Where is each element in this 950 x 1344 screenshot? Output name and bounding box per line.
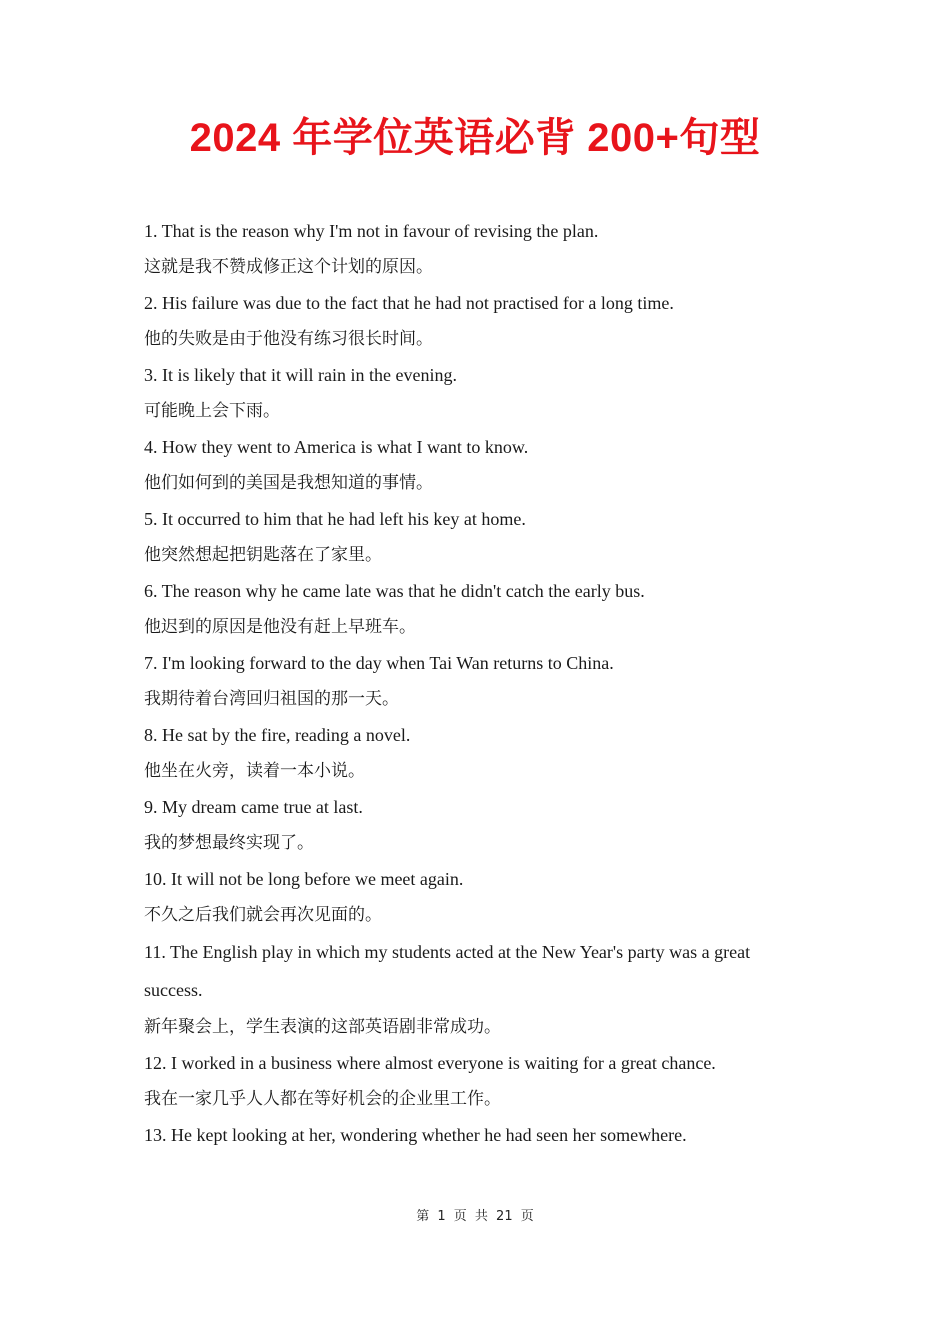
sentence-list (144, 213, 804, 1153)
sentence-en: 3. It is likely that it will rain in the evening. (144, 365, 457, 385)
sentence-zh: 他坐在火旁，读着一本小说。 (144, 761, 365, 781)
page-title: 2024 年学位英语必背 200+句型 (189, 116, 761, 160)
sentence-en: 7. I'm looking forward to the day when Tai Wan returns to China. (144, 653, 614, 673)
sentence-zh: 我的梦想最终实现了。 (144, 833, 314, 853)
sentence-zh: 他的失败是由于他没有练习很长时间。 (144, 329, 433, 349)
sentence-en: 13. He kept looking at her, wondering whether he had seen her somewhere. (144, 1125, 687, 1145)
sentence-zh: 他突然想起把钥匙落在了家里。 (144, 545, 382, 565)
sentence-en: 1. That is the reason why I'm not in favour of revising the plan. (144, 221, 599, 241)
sentence-en: 12. I worked in a business where almost everyone is waiting for a great chance. (144, 1053, 716, 1073)
sentence-zh: 他迟到的原因是他没有赶上早班车。 (144, 617, 416, 637)
sentence-zh: 他们如何到的美国是我想知道的事情。 (144, 473, 433, 493)
sentence-zh: 这就是我不赞成修正这个计划的原因。 (144, 257, 433, 277)
sentence-zh: 我在一家几乎人人都在等好机会的企业里工作。 (144, 1089, 501, 1109)
sentence-zh: 新年聚会上，学生表演的这部英语剧非常成功。 (144, 1017, 501, 1037)
sentence-en: 10. It will not be long before we meet again. (144, 869, 464, 889)
sentence-en: 11. The English play in which my students acted at the New Year's party was a great success. (144, 942, 751, 1000)
sentence-en: 6. The reason why he came late was that he didn't catch the early bus. (144, 581, 645, 601)
sentence-zh: 我期待着台湾回归祖国的那一天。 (144, 689, 399, 709)
sentence-en: 9. My dream came true at last. (144, 797, 363, 817)
sentence-en: 2. His failure was due to the fact that he had not practised for a long time. (144, 293, 674, 313)
sentence-zh: 不久之后我们就会再次见面的。 (144, 905, 382, 925)
sentence-zh: 可能晚上会下雨。 (144, 401, 280, 421)
sentence-en: 5. It occurred to him that he had left his key at home. (144, 509, 526, 529)
page-footer: 第 1 页 共 21 页 (416, 1209, 534, 1224)
sentence-en: 4. How they went to America is what I want to know. (144, 437, 529, 457)
sentence-en: 8. He sat by the fire, reading a novel. (144, 725, 411, 745)
